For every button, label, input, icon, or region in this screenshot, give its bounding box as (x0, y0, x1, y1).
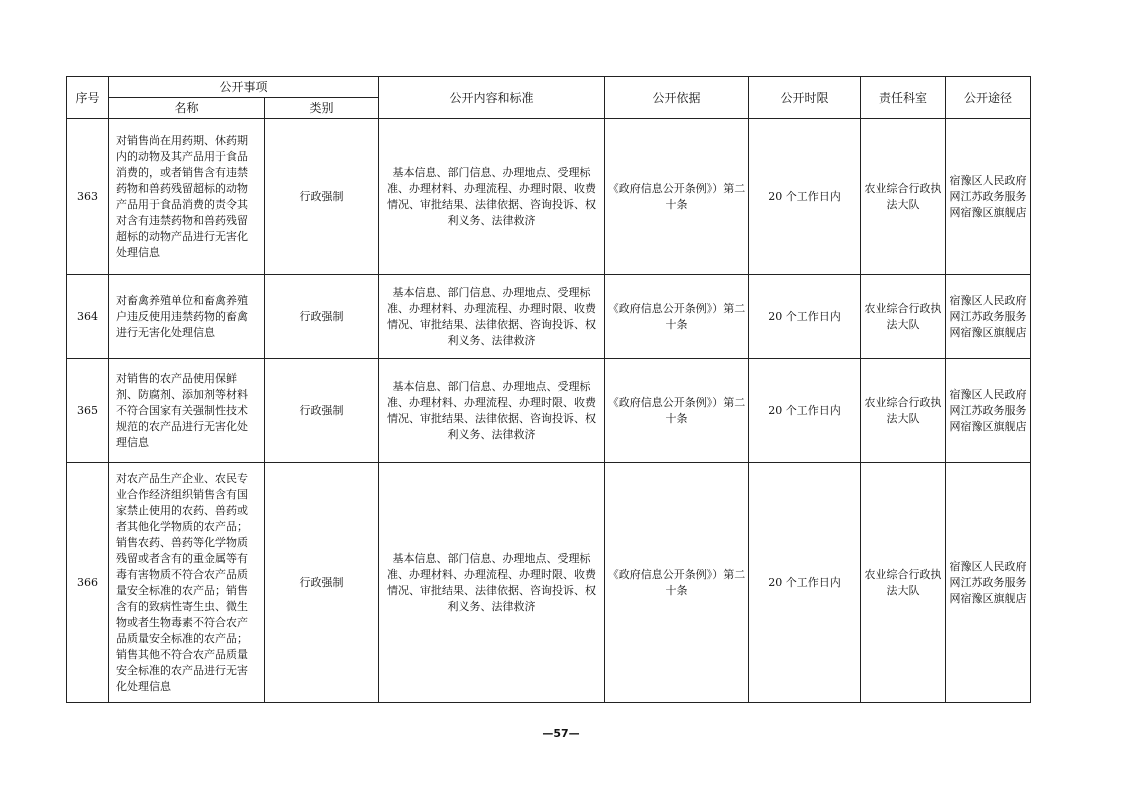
page-number: —57— (542, 727, 580, 740)
table-row (67, 275, 1031, 359)
cell-channel: 宿豫区人民政府网江苏政务服务网宿豫区旗舰店 (946, 463, 1031, 703)
cell-channel: 宿豫区人民政府网江苏政务服务网宿豫区旗舰店 (946, 359, 1031, 463)
cell-department: 农业综合行政执法大队 (861, 359, 946, 463)
cell-category: 行政强制 (265, 275, 379, 359)
header-category: 类别 (265, 98, 379, 119)
cell-channel: 宿豫区人民政府网江苏政务服务网宿豫区旗舰店 (946, 275, 1031, 359)
cell-content: 基本信息、部门信息、办理地点、受理标准、办理材料、办理流程、办理时限、收费情况、审批结果、法律依据、咨询投诉、权利义务、法律救济 (379, 359, 605, 463)
header-item-group: 公开事项 (109, 77, 379, 98)
cell-time-limit: 20 个工作日内 (749, 463, 861, 703)
cell-time-limit: 20 个工作日内 (749, 275, 861, 359)
cell-content: 基本信息、部门信息、办理地点、受理标准、办理材料、办理流程、办理时限、收费情况、审批结果、法律依据、咨询投诉、权利义务、法律救济 (379, 275, 605, 359)
cell-seq: 365 (67, 359, 109, 463)
cell-channel: 宿豫区人民政府网江苏政务服务网宿豫区旗舰店 (946, 119, 1031, 275)
cell-time-limit: 20 个工作日内 (749, 119, 861, 275)
cell-name: 对农产品生产企业、农民专业合作经济组织销售含有国家禁止使用的农药、兽药或者其他化学物质的农产品；销售农药、兽药等化学物质残留或者含有的重金属等有毒有害物质不符合农产品质量安全标准的农产品；销售含有的致病性寄生虫、微生物或者生物毒素不符合农产品质量安全标准的农产品；销售其他不符合农产品质量安全标准的农产品进行无害化处理信息 (109, 463, 265, 703)
cell-seq: 363 (67, 119, 109, 275)
cell-content: 基本信息、部门信息、办理地点、受理标准、办理材料、办理流程、办理时限、收费情况、审批结果、法律依据、咨询投诉、权利义务、法律救济 (379, 119, 605, 275)
cell-department: 农业综合行政执法大队 (861, 275, 946, 359)
table-row (67, 119, 1031, 275)
cell-time-limit: 20 个工作日内 (749, 359, 861, 463)
cell-content: 基本信息、部门信息、办理地点、受理标准、办理材料、办理流程、办理时限、收费情况、审批结果、法律依据、咨询投诉、权利义务、法律救济 (379, 463, 605, 703)
header-seq: 序号 (67, 77, 109, 119)
cell-category: 行政强制 (265, 463, 379, 703)
table-row (67, 463, 1031, 703)
cell-basis: 《政府信息公开条例》）第二十条 (605, 119, 749, 275)
cell-seq: 364 (67, 275, 109, 359)
cell-category: 行政强制 (265, 359, 379, 463)
cell-name: 对畜禽养殖单位和畜禽养殖户违反使用违禁药物的畜禽进行无害化处理信息 (109, 275, 265, 359)
cell-department: 农业综合行政执法大队 (861, 463, 946, 703)
header-name: 名称 (109, 98, 265, 119)
header-content: 公开内容和标准 (379, 77, 605, 119)
header-channel: 公开途径 (946, 77, 1031, 119)
table-row (67, 359, 1031, 463)
cell-basis: 《政府信息公开条例》）第二十条 (605, 275, 749, 359)
header-department: 责任科室 (861, 77, 946, 119)
header-time-limit: 公开时限 (749, 77, 861, 119)
cell-basis: 《政府信息公开条例》）第二十条 (605, 359, 749, 463)
cell-name: 对销售尚在用药期、休药期内的动物及其产品用于食品消费的，或者销售含有违禁药物和兽药残留超标的动物产品用于食品消费的责令其对含有违禁药物和兽药残留超标的动物产品进行无害化处理信息 (109, 119, 265, 275)
cell-basis: 《政府信息公开条例》）第二十条 (605, 463, 749, 703)
disclosure-table (66, 76, 1031, 703)
header-basis: 公开依据 (605, 77, 749, 119)
cell-seq: 366 (67, 463, 109, 703)
cell-category: 行政强制 (265, 119, 379, 275)
cell-name: 对销售的农产品使用保鲜剂、防腐剂、添加剂等材料不符合国家有关强制性技术规范的农产品进行无害化处理信息 (109, 359, 265, 463)
cell-department: 农业综合行政执法大队 (861, 119, 946, 275)
header-row-top (67, 77, 1031, 98)
